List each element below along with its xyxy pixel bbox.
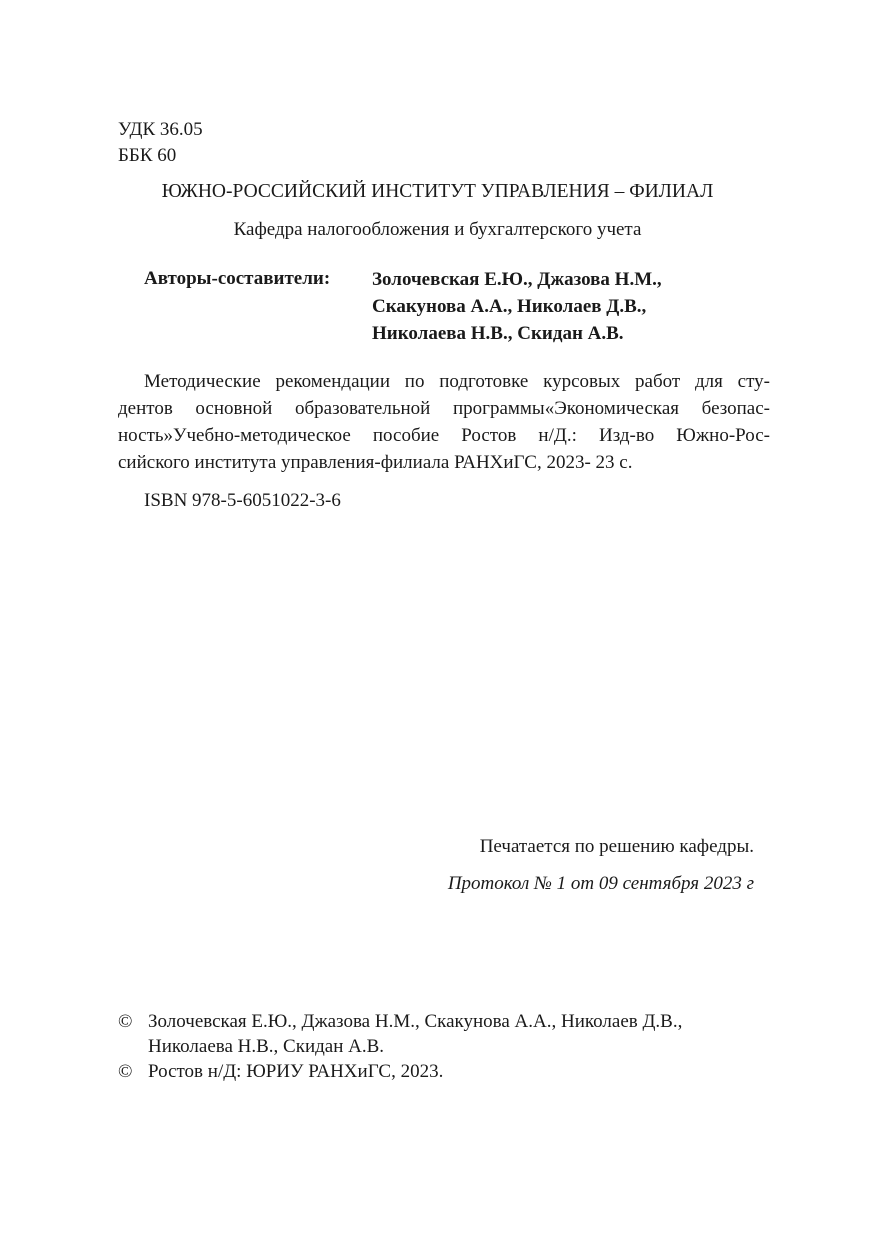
- copyright-symbol: ©: [118, 1011, 133, 1032]
- authors-label: Авторы-составители:: [144, 268, 331, 289]
- copyright-authors-line1: Золочевская Е.Ю., Джазова Н.М., Скакунова А.А., Николаев Д.В.,: [148, 1011, 683, 1032]
- authors-list: [372, 266, 662, 347]
- description-line: дентов основной образовательной программы«Экономическая безопас-: [118, 398, 770, 419]
- copyright-symbol: ©: [118, 1061, 133, 1082]
- copyright-publisher: Ростов н/Д: ЮРИУ РАНХиГС, 2023.: [148, 1061, 444, 1082]
- description-paragraph: [118, 368, 770, 476]
- description-line: сийского института управления-филиала РАНХиГС, 2023- 23 с.: [118, 452, 633, 473]
- institute-name: ЮЖНО-РОССИЙСКИЙ ИНСТИТУТ УПРАВЛЕНИЯ – ФИЛИАЛ: [161, 181, 714, 202]
- description-line: ность»Учебно-методическое пособие Ростов н/Д.: Изд-во Южно-Рос-: [118, 425, 770, 446]
- approval-decision: Печатается по решению кафедры.: [479, 836, 754, 857]
- isbn: ISBN 978-5-6051022-3-6: [144, 490, 341, 511]
- copyright-authors-line2: Николаева Н.В., Скидан А.В.: [148, 1036, 385, 1057]
- author-line: Золочевская Е.Ю., Джазова Н.М.,: [372, 269, 662, 290]
- udk-code: УДК 36.05: [118, 119, 203, 140]
- department-name: Кафедра налогообложения и бухгалтерского учета: [233, 219, 642, 240]
- author-line: Николаева Н.В., Скидан А.В.: [372, 323, 624, 344]
- author-line: Скакунова А.А., Николаев Д.В.,: [372, 296, 647, 317]
- bbk-code: ББК 60: [118, 145, 177, 166]
- approval-protocol: Протокол № 1 от 09 сентября 2023 г: [447, 873, 754, 894]
- description-line: Методические рекомендации по подготовке курсовых работ для сту-: [144, 371, 770, 392]
